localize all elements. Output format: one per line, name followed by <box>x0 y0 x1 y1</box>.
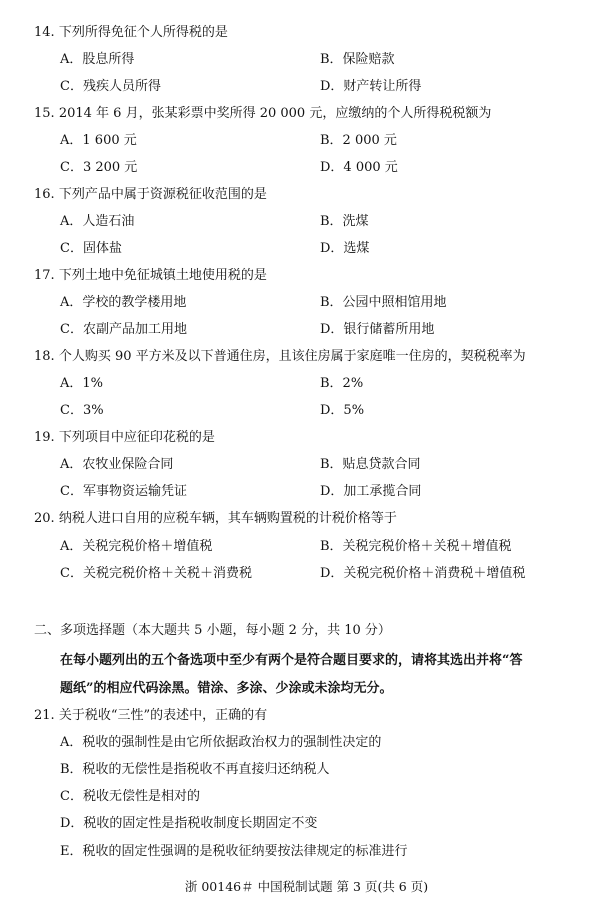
option-b: B．关税完税价格＋关税＋增值税 <box>320 539 512 554</box>
option-a: A．学校的教学楼用地 <box>60 295 187 310</box>
option-c: C．关税完税价格＋关税＋消费税 <box>60 566 252 581</box>
question-text: 下列所得免征个人所得税的是 <box>58 25 228 40</box>
option-d: D．税收的固定性是指税收制度长期固定不变 <box>60 816 318 831</box>
question-text: 2014 年 6 月，张某彩票中奖所得 20 000 元，应缴纳的个人所得税税额为 <box>58 106 492 121</box>
question-18 <box>34 348 526 366</box>
question-15 <box>34 105 491 123</box>
option-c: C．农副产品加工用地 <box>60 322 187 337</box>
section-title: 二、多项选择题（本大题共 5 小题，每小题 2 分，共 10 分） <box>34 623 391 638</box>
question-number: 18. <box>34 349 55 364</box>
option-a: A．税收的强制性是由它所依据政治权力的强制性决定的 <box>60 735 382 750</box>
option-b: B．税收的无偿性是指税收不再直接归还纳税人 <box>60 762 330 777</box>
question-text: 下列土地中免征城镇土地使用税的是 <box>58 268 267 283</box>
option-b: B．公园中照相馆用地 <box>320 295 447 310</box>
option-c: C．3 200 元 <box>60 160 138 175</box>
question-number: 17. <box>34 268 55 283</box>
option-b: B．2% <box>320 376 364 391</box>
option-a: A．农牧业保险合同 <box>60 457 174 472</box>
option-b: B．2 000 元 <box>320 133 397 148</box>
question-number: 20. <box>34 511 55 526</box>
question-17 <box>34 267 267 285</box>
option-d: D．4 000 元 <box>320 160 398 175</box>
option-a: A．人造石油 <box>60 214 135 229</box>
question-text: 下列产品中属于资源税征收范围的是 <box>58 187 267 202</box>
question-number: 19. <box>34 430 55 445</box>
question-19 <box>34 429 215 447</box>
option-b: B．洗煤 <box>320 214 369 229</box>
section-instruction-line-2: 题纸”的相应代码涂黑。错涂、多涂、少涂或未涂均无分。 <box>60 681 393 696</box>
option-d: D．加工承揽合同 <box>320 484 422 499</box>
question-number: 14. <box>34 25 55 40</box>
option-d: D．财产转让所得 <box>320 79 422 94</box>
question-21 <box>34 707 267 725</box>
option-b: B．保险赔款 <box>320 52 395 67</box>
question-text: 下列项目中应征印花税的是 <box>58 430 215 445</box>
option-c: C．固体盐 <box>60 241 122 256</box>
option-e: E．税收的固定性强调的是税收征纳要按法律规定的标准进行 <box>60 844 408 859</box>
option-c: C．税收无偿性是相对的 <box>60 789 200 804</box>
option-d: D．5% <box>320 403 365 418</box>
question-text: 纳税人进口自用的应税车辆，其车辆购置税的计税价格等于 <box>58 511 397 526</box>
question-20 <box>34 510 397 528</box>
option-c: C．军事物资运输凭证 <box>60 484 187 499</box>
page-footer: 浙 00146＃ 中国税制试题 第 3 页(共 6 页) <box>184 879 429 894</box>
question-number: 16. <box>34 187 55 202</box>
option-a: A．关税完税价格＋增值税 <box>60 539 213 554</box>
option-d: D．银行储蓄所用地 <box>320 322 435 337</box>
option-d: D．关税完税价格＋消费税＋增值税 <box>320 566 526 581</box>
option-a: A．1% <box>60 376 104 391</box>
question-text: 关于税收“三性”的表述中，正确的有 <box>58 708 268 723</box>
section-instruction-line-1: 在每小题列出的五个备选项中至少有两个是符合题目要求的，请将其选出并将“答 <box>60 653 523 668</box>
option-d: D．选煤 <box>320 241 370 256</box>
question-14 <box>34 24 228 42</box>
option-c: C．残疾人员所得 <box>60 79 161 94</box>
option-a: A．1 600 元 <box>60 133 137 148</box>
question-number: 15. <box>34 106 55 121</box>
question-16 <box>34 186 267 204</box>
option-c: C．3% <box>60 403 104 418</box>
question-number: 21. <box>34 708 55 723</box>
question-text: 个人购买 90 平方米及以下普通住房，且该住房属于家庭唯一住房的，契税税率为 <box>58 349 526 364</box>
option-a: A．股息所得 <box>60 52 135 67</box>
option-b: B．贴息贷款合同 <box>320 457 421 472</box>
